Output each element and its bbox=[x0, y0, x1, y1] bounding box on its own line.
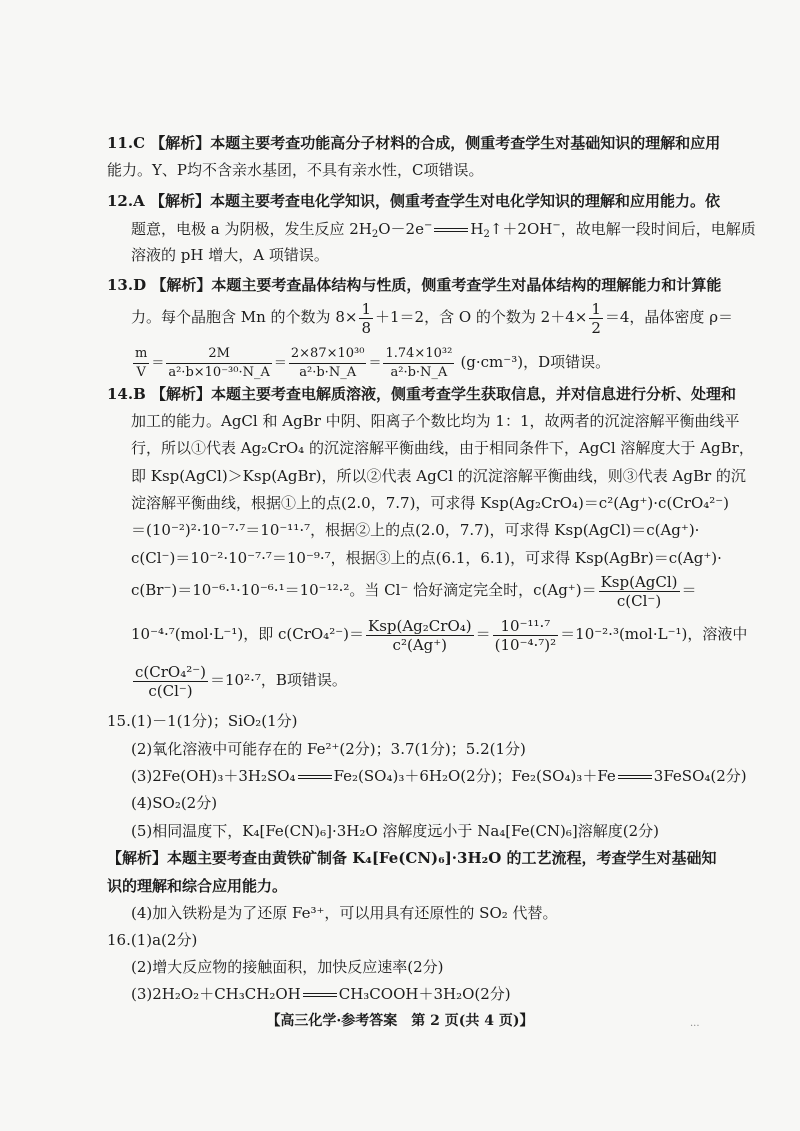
q15-analysis-line2: 识的理解和综合应用能力。 bbox=[107, 877, 288, 895]
q15-analysis-line3: (4)加入铁粉是为了还原 Fe³⁺，可以用具有还原性的 SO₂ 代替。 bbox=[131, 904, 558, 922]
q15-part1: 15.(1)－1(1分)；SiO₂(1分) bbox=[107, 712, 298, 730]
corner-mark: ... bbox=[690, 1018, 700, 1029]
q12-line3: 溶液的 pH 增大，A 项错误。 bbox=[131, 246, 329, 264]
q14-line5: 淀溶解平衡曲线，根据①上的点(2.0，7.7)，可求得 Ksp(Ag₂CrO₄)＝c²(Ag⁺)·c(CrO₄²⁻) bbox=[131, 494, 730, 512]
q15-part5: (5)相同温度下，K₄[Fe(CN)₆]·3H₂O 溶解度远小于 Na₄[Fe(CN)₆]溶解度(2分) bbox=[131, 822, 660, 840]
fraction: $\frac{\text{10⁻¹¹·⁷}}{\text{(10⁻⁴·⁷)²}}$ bbox=[494, 616, 557, 654]
q14-line9: 10⁻⁴·⁷(mol·L⁻¹)，即 c(CrO₄²⁻)＝ $\frac{\text{Ksp(Ag₂CrO₄)}}{\text{c²(Ag⁺)}}$ ＝ $\frac{\text{10⁻¹¹·⁷}}{\text{(10⁻⁴·⁷)²}}$ ＝10⁻²·³(mol·L⁻¹)，溶液中 bbox=[131, 616, 748, 654]
q15-part4: (4)SO₂(2分) bbox=[131, 794, 218, 812]
q12-line2: 题意，电极 a 为阴极，发生反应 $2H_2O-2e^-$ $H_2↑+2OH^-$，故电解一段时间后，电解质 bbox=[131, 220, 756, 240]
equals-arrow-icon bbox=[618, 775, 652, 779]
q14-line10: $\frac{\text{c(CrO₄²⁻)}}{c(Cl^-)}$ ＝10²·⁷，B项错误。 bbox=[135, 662, 347, 700]
fraction: $\frac{\text{Ksp(Ag₂CrO₄)}}{\text{c²(Ag⁺)}}$ bbox=[367, 616, 472, 654]
q14-line6: ＝(10⁻²)²·10⁻⁷·⁷＝10⁻¹¹·⁷，根据②上的点(2.0，7.7)，可求得 Ksp(AgCl)＝c(Ag⁺)· bbox=[131, 521, 700, 539]
q13-head: 13.D 【解析】本题主要考查晶体结构与性质，侧重考查学生对晶体结构的理解能力和计算能 bbox=[107, 276, 722, 294]
q16-part2: (2)增大反应物的接触面积，加快反应速率(2分) bbox=[131, 958, 444, 976]
q15-part2: (2)氧化溶液中可能存在的 Fe²⁺(2分)；3.7(1分)；5.2(1分) bbox=[131, 740, 526, 758]
q11-line2: 能力。Y、P均不含亲水基团，不具有亲水性，C项错误。 bbox=[107, 161, 484, 179]
q12-head: 12.A 【解析】本题主要考查电化学知识，侧重考查学生对电化学知识的理解和应用能力。依 bbox=[107, 192, 720, 210]
q15-part3: (3)2Fe(OH)₃＋3H₂SO₄ Fe₂(SO₄)₃＋6H₂O(2分)；Fe₂(SO₄)₃＋Fe 3FeSO₄(2分) bbox=[131, 767, 747, 785]
fraction: $\frac{1}{2}$ bbox=[591, 299, 601, 337]
fraction: $\frac{\text{c(CrO₄²⁻)}}{c(Cl^-)}$ bbox=[135, 662, 206, 700]
fraction: $\frac{\text{Ksp(AgCl)}}{c(Cl^-)}$ bbox=[600, 572, 678, 610]
q14-head: 14.B 【解析】本题主要考查电解质溶液，侧重考查学生获取信息，并对信息进行分析、处理和 bbox=[107, 385, 737, 403]
q14-line7: c(Cl⁻)＝10⁻²·10⁻⁷·⁷＝10⁻⁹·⁷，根据③上的点(6.1，6.1)，可求得 Ksp(AgBr)＝c(Ag⁺)· bbox=[131, 549, 722, 567]
q13-line3: $\frac{m}{V}$ ＝ $\frac{2M}{\text{a²·b×10⁻³⁰·N\_A}}$ ＝ $\frac{\text{2×87×10³⁰}}{\text{a²·b·N\_A}}$ ＝ $\frac{\text{1.74×10³²}}{\text{a²·b·N\_A}}$ (g·cm⁻³)，D项错误。 bbox=[135, 346, 611, 380]
fraction: $\frac{1}{8}$ bbox=[361, 299, 371, 337]
q15-analysis-head: 【解析】本题主要考查由黄铁矿制备 K₄[Fe(CN)₆]·3H₂O 的工艺流程，考查学生对基础知 bbox=[107, 849, 717, 867]
q16-part1: 16.(1)a(2分) bbox=[107, 931, 198, 949]
fraction: $\frac{\text{1.74×10³²}}{\text{a²·b·N\_A}}$ bbox=[385, 346, 453, 380]
q13-line2: 力。每个晶胞含 Mn 的个数为 8× $\frac{1}{8}$ ＋1＝2，含 O 的个数为 2＋4× $\frac{1}{2}$ ＝4，晶体密度 ρ＝ bbox=[131, 299, 734, 337]
equals-arrow-icon bbox=[303, 993, 337, 997]
fraction: $\frac{\text{2×87×10³⁰}}{\text{a²·b·N\_A}}$ bbox=[290, 346, 365, 380]
equals-arrow-icon bbox=[298, 775, 332, 779]
q14-line3: 行，所以①代表 Ag₂CrO₄ 的沉淀溶解平衡曲线，由于相同条件下，AgCl 溶解度大于 AgBr， bbox=[131, 439, 754, 457]
q14-line2: 加工的能力。AgCl 和 AgBr 中阴、阳离子个数比均为 1：1，故两者的沉淀溶解平衡曲线平 bbox=[131, 412, 740, 430]
q14-line8: c(Br⁻)＝10⁻⁶·¹·10⁻⁶·¹＝10⁻¹²·²。当 Cl⁻ 恰好滴定完全时，c(Ag⁺)＝ $\frac{\text{Ksp(AgCl)}}{c(Cl^-)}$ ＝ bbox=[131, 572, 697, 610]
density-fraction: $\frac{m}{V}$ bbox=[135, 346, 148, 380]
page-footer: 【高三化学·参考答案 第 2 页(共 4 页)】 bbox=[266, 1013, 534, 1029]
fraction: $\frac{2M}{\text{a²·b×10⁻³⁰·N\_A}}$ bbox=[168, 346, 270, 380]
q11-head: 11.C 【解析】本题主要考查功能高分子材料的合成，侧重考查学生对基础知识的理解和应用 bbox=[107, 134, 721, 152]
equals-arrow-icon bbox=[434, 228, 468, 232]
q14-line4: 即 Ksp(AgCl)＞Ksp(AgBr)，所以②代表 AgCl 的沉淀溶解平衡曲线，则③代表 AgBr 的沉 bbox=[131, 467, 746, 485]
q16-part3: (3)2H₂O₂＋CH₃CH₂OH CH₃COOH＋3H₂O(2分) bbox=[131, 985, 511, 1003]
